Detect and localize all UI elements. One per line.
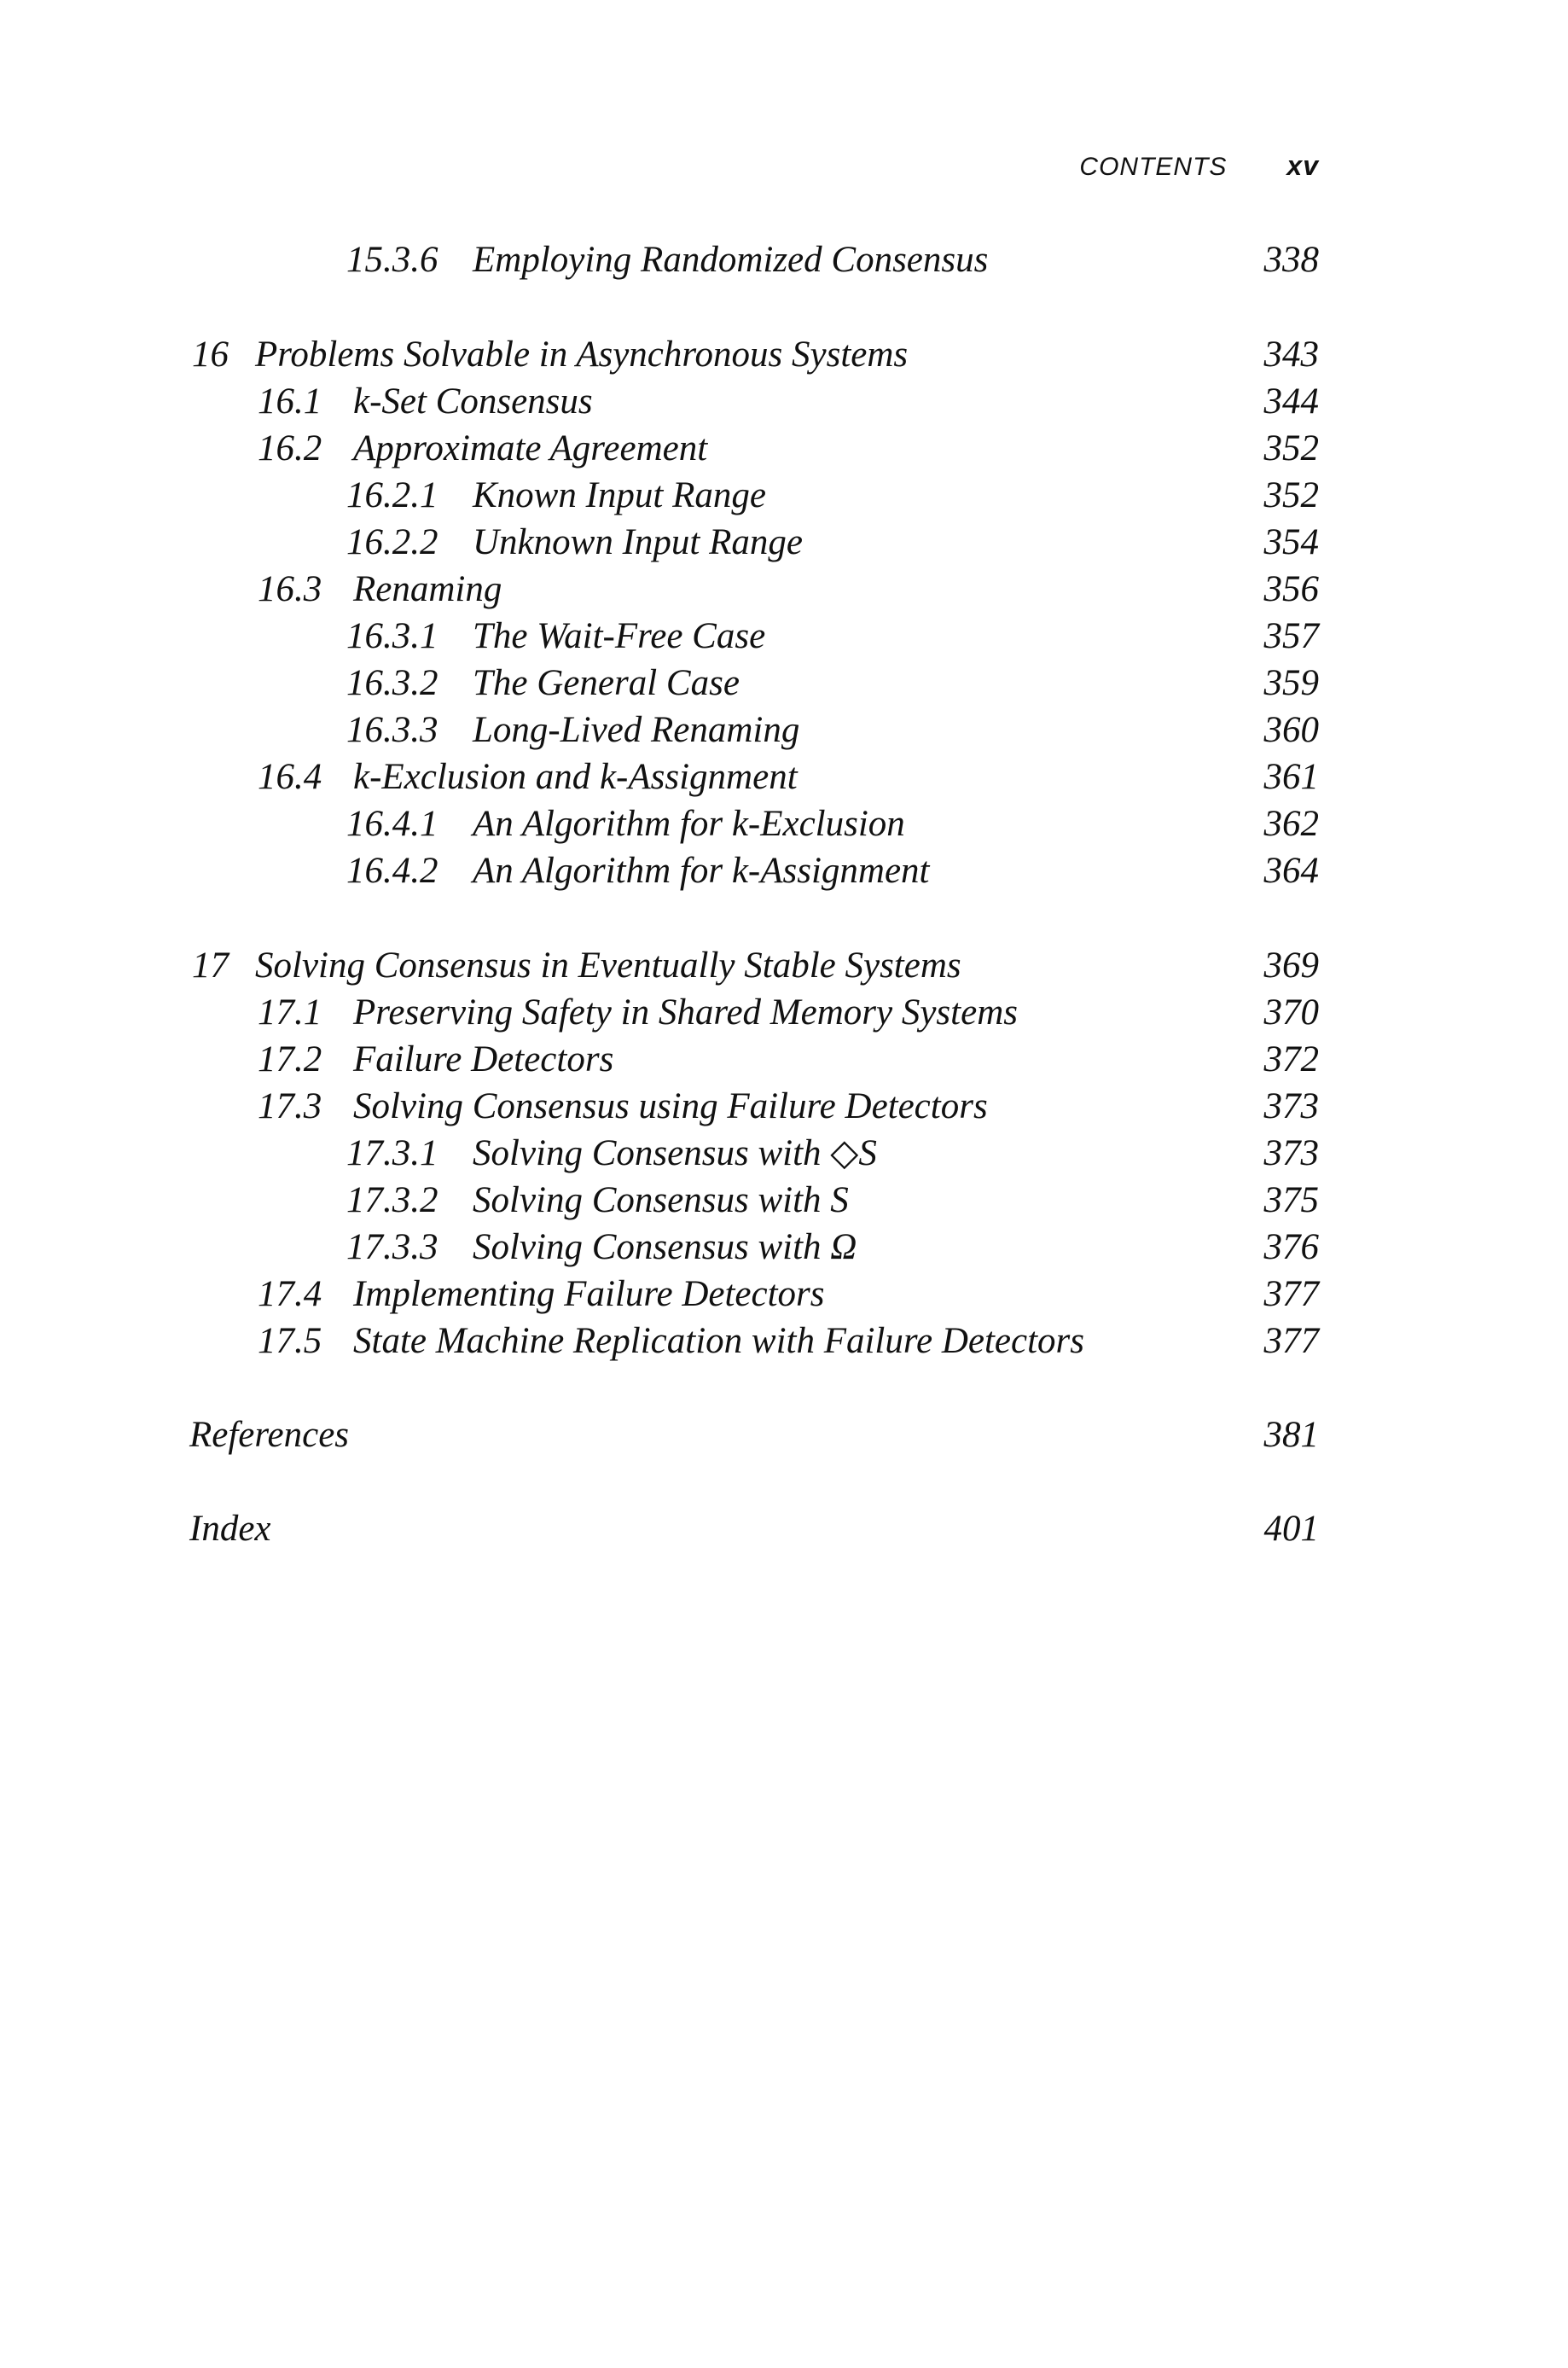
entry-number: 17 — [192, 945, 229, 986]
page-folio: xv — [1286, 150, 1319, 181]
entry-number: 17.3 — [258, 1086, 322, 1126]
entry-page: 376 — [1263, 1227, 1319, 1267]
entry-title: Preserving Safety in Shared Memory Systems — [353, 992, 1018, 1033]
entry-title: State Machine Replication with Failure Detectors — [353, 1321, 1085, 1361]
entry-page: 377 — [1263, 1321, 1319, 1361]
entry-title: Known Input Range — [473, 475, 766, 515]
entry-title: References — [189, 1415, 350, 1455]
entry-number: 17.3.1 — [346, 1133, 438, 1173]
entry-page: 343 — [1263, 335, 1319, 375]
entry-page: 364 — [1263, 851, 1319, 891]
entry-page: 361 — [1263, 757, 1319, 797]
entry-number: 16.3.2 — [346, 663, 438, 703]
entry-page: 360 — [1263, 710, 1319, 750]
entry-page: 369 — [1263, 945, 1319, 986]
entry-number: 16.2.1 — [346, 475, 438, 515]
entry-page: 401 — [1263, 1509, 1319, 1549]
entry-page: 375 — [1263, 1180, 1319, 1220]
entry-title: The Wait-Free Case — [473, 616, 766, 656]
entry-title: Unknown Input Range — [473, 522, 803, 562]
entry-page: 352 — [1263, 428, 1319, 468]
entry-page: 362 — [1263, 804, 1319, 844]
entry-title: k-Exclusion and k-Assignment — [353, 757, 798, 797]
entry-page: 354 — [1263, 522, 1319, 562]
entry-number: 16.3.3 — [346, 710, 438, 750]
entry-title: Approximate Agreement — [353, 428, 708, 468]
entry-page: 372 — [1263, 1039, 1319, 1079]
entry-title: Solving Consensus with S — [473, 1180, 849, 1220]
entry-title: Failure Detectors — [353, 1039, 614, 1079]
entry-page: 370 — [1263, 992, 1319, 1033]
entry-number: 16.4.2 — [346, 851, 438, 891]
entry-title: Long-Lived Renaming — [473, 710, 800, 750]
entry-number: 16.1 — [258, 381, 322, 422]
entry-page: 357 — [1263, 616, 1319, 656]
entry-number: 17.2 — [258, 1039, 322, 1079]
entry-number: 17.4 — [258, 1274, 322, 1314]
entry-number: 16.4 — [258, 757, 322, 797]
entry-number: 16.2.2 — [346, 522, 438, 562]
entry-number: 16.3.1 — [346, 616, 438, 656]
entry-number: 17.3.3 — [346, 1227, 438, 1267]
entry-title: Renaming — [353, 569, 502, 609]
entry-title: Employing Randomized Consensus — [473, 240, 989, 280]
entry-page: 381 — [1263, 1415, 1319, 1455]
entry-title: Implementing Failure Detectors — [353, 1274, 825, 1314]
entry-number: 15.3.6 — [346, 240, 438, 280]
entry-number: 17.1 — [258, 992, 322, 1033]
entry-number: 16 — [192, 335, 229, 375]
entry-number: 16.3 — [258, 569, 322, 609]
entry-title: Solving Consensus with ◇S — [473, 1133, 877, 1173]
entry-title: Problems Solvable in Asynchronous Systems — [255, 335, 909, 375]
entry-page: 373 — [1263, 1133, 1319, 1173]
entry-title: An Algorithm for k-Exclusion — [473, 804, 905, 844]
entry-page: 356 — [1263, 569, 1319, 609]
entry-number: 17.3.2 — [346, 1180, 438, 1220]
entry-number: 17.5 — [258, 1321, 322, 1361]
entry-number: 16.2 — [258, 428, 322, 468]
running-head-label: CONTENTS — [1079, 153, 1228, 181]
entry-page: 377 — [1263, 1274, 1319, 1314]
entry-title: Solving Consensus in Eventually Stable Systems — [255, 945, 961, 986]
entry-page: 338 — [1263, 240, 1319, 280]
entry-page: 352 — [1263, 475, 1319, 515]
entry-page: 344 — [1263, 381, 1319, 422]
entry-page: 373 — [1263, 1086, 1319, 1126]
entry-title: Index — [189, 1509, 271, 1549]
entry-title: k-Set Consensus — [353, 381, 593, 422]
entry-title: Solving Consensus using Failure Detectors — [353, 1086, 988, 1126]
entry-title: Solving Consensus with Ω — [473, 1227, 857, 1267]
entry-title: The General Case — [473, 663, 740, 703]
entry-page: 359 — [1263, 663, 1319, 703]
entry-title: An Algorithm for k-Assignment — [473, 851, 930, 891]
entry-number: 16.4.1 — [346, 804, 438, 844]
